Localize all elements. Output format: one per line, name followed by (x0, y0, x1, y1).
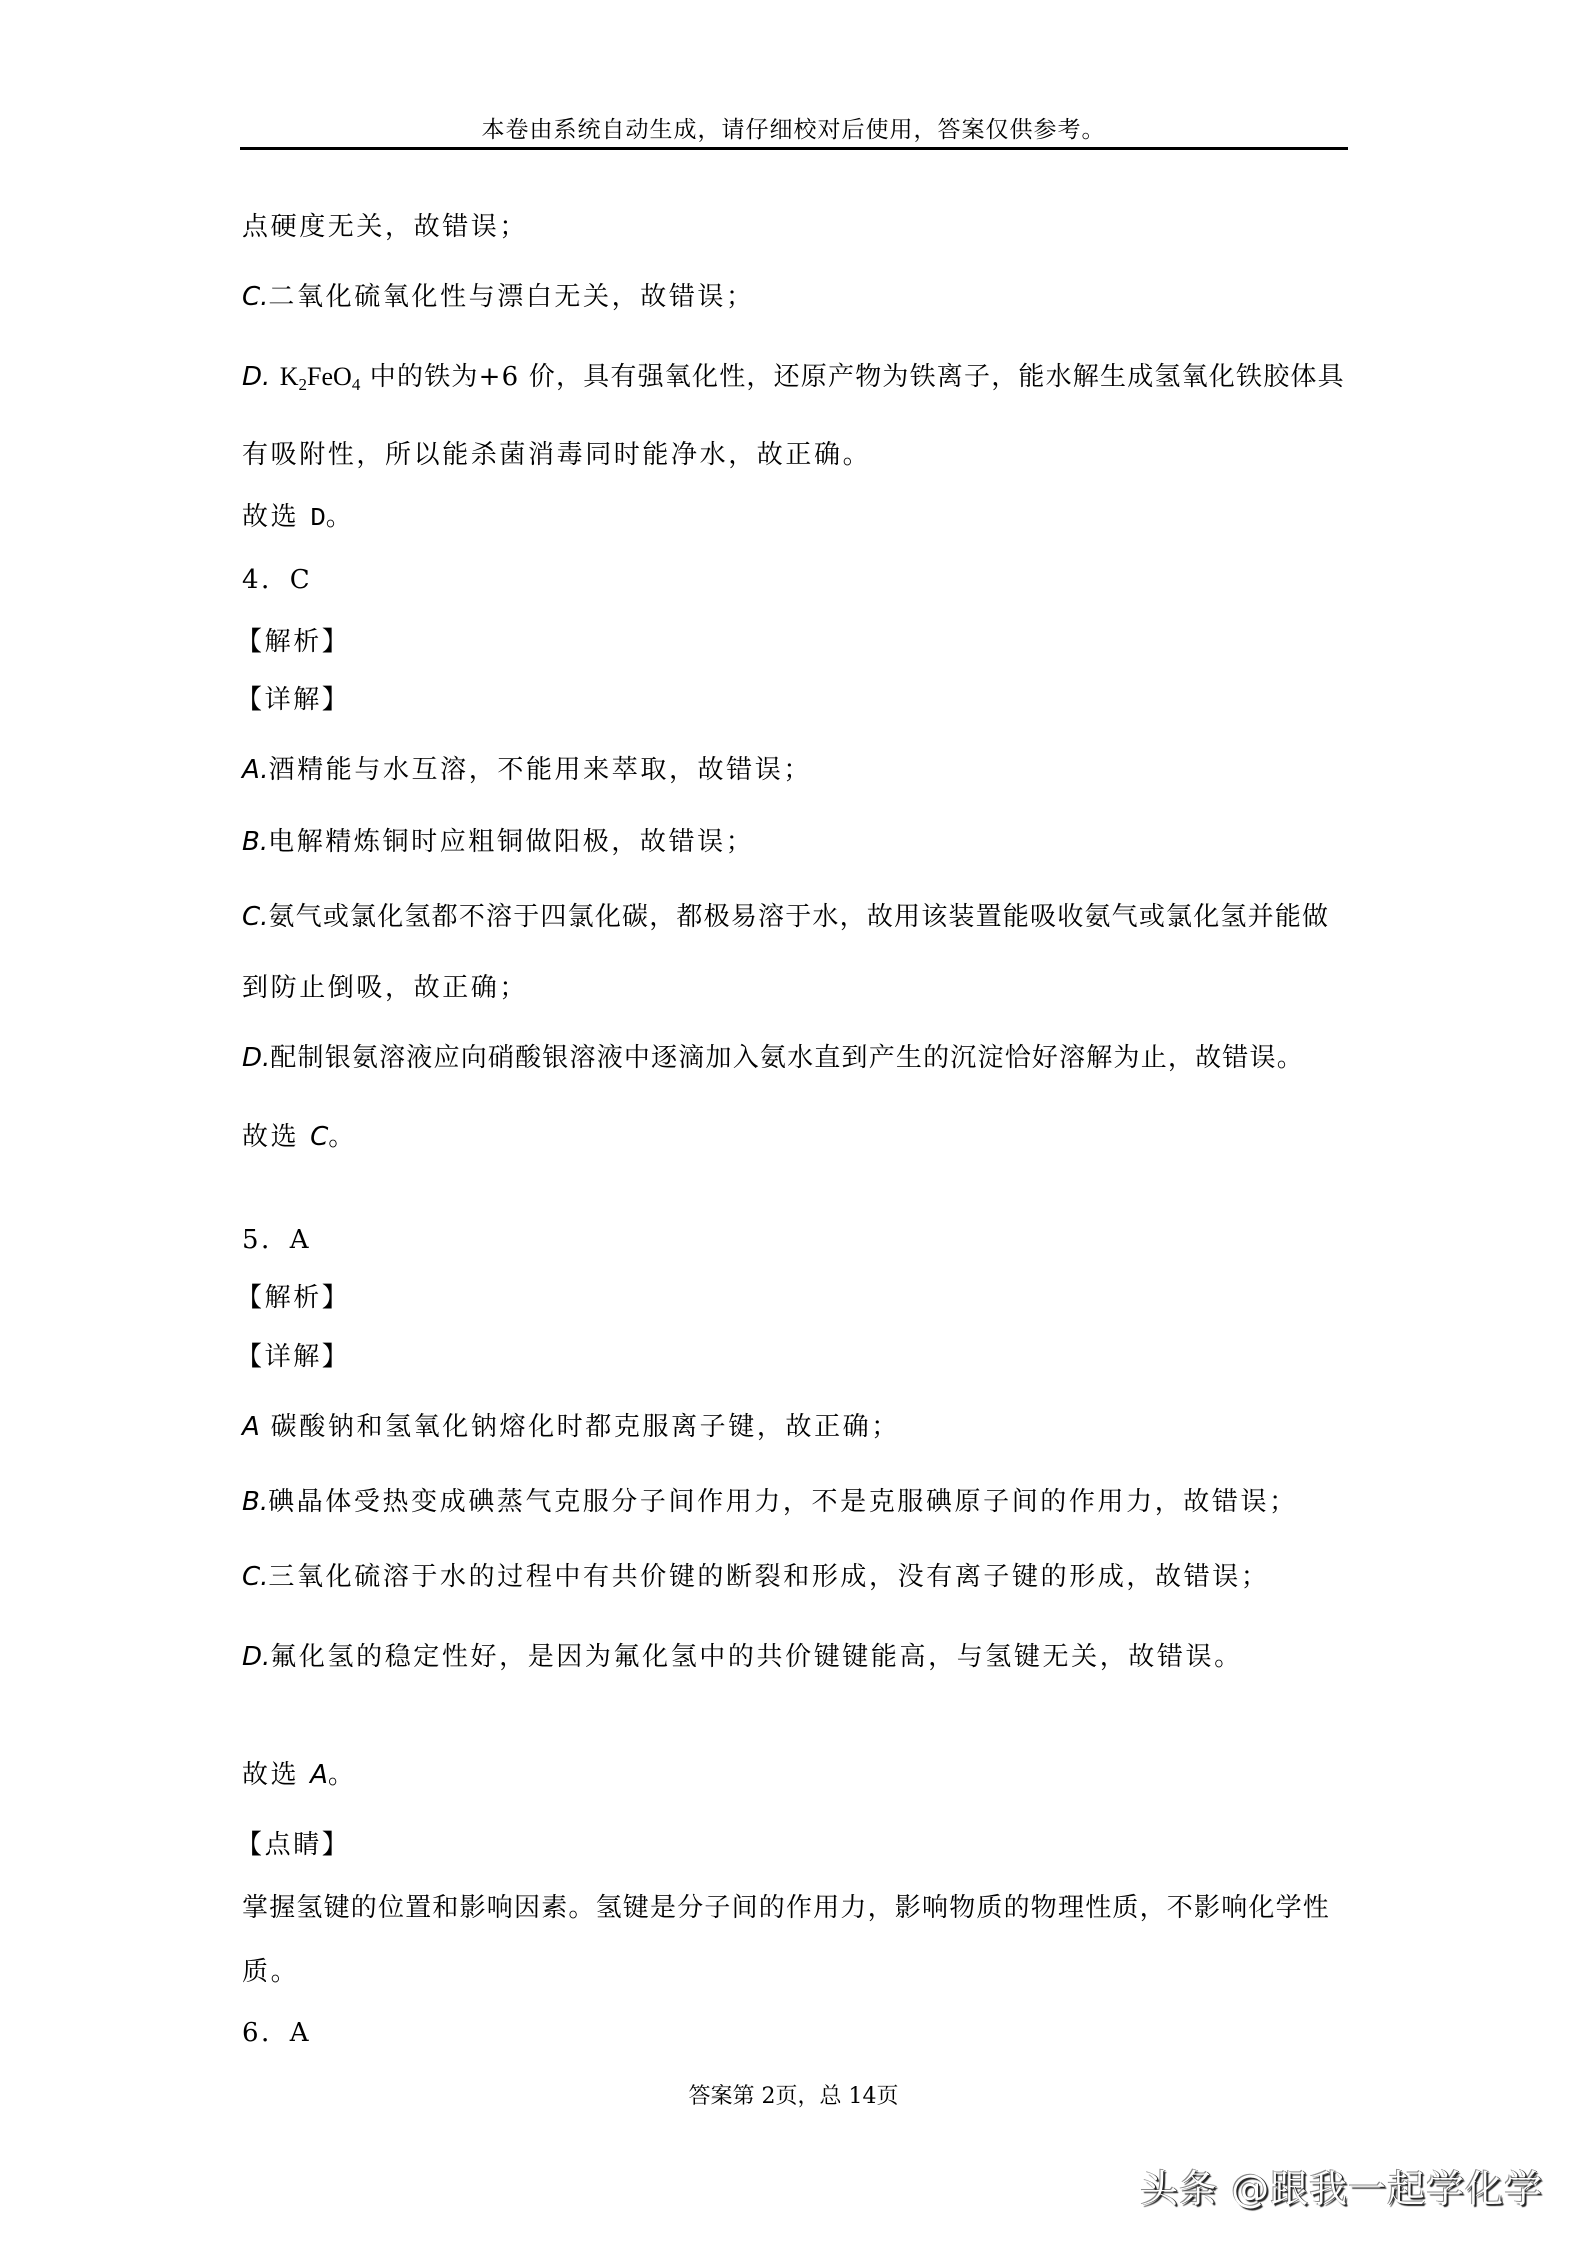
conclusion-suffix: 。 (328, 1122, 357, 1152)
conclusion-answer: C (310, 1122, 329, 1152)
option-text: 氟化氢的稳定性好，是因为氟化氢中的共价键键能高，与氢键无关，故错误。 (270, 1642, 1243, 1672)
option-label: B. (242, 1487, 269, 1517)
q5-option-b (242, 1482, 1352, 1522)
continuation-line (242, 207, 1352, 247)
q5-analysis-heading: 【解析】 (236, 1283, 351, 1313)
q4-detail-heading: 【详解】 (236, 685, 351, 715)
option-label: C. (242, 282, 269, 312)
q6-number: 6．A (242, 2018, 312, 2048)
conclusion-answer: D (310, 503, 326, 533)
option-label: D. (242, 1043, 271, 1073)
q5-tip-text: 掌握氢键的位置和影响因素。氢键是分子间的作用力，影响物质的物理性质，不影响化学性 (242, 1893, 1331, 1923)
conclusion-suffix: 。 (327, 1760, 357, 1790)
q3-conclusion (242, 497, 1352, 537)
option-text: 电解精炼铜时应粗铜做阳极，故错误； (268, 827, 755, 857)
q4-option-c-cont (242, 968, 1352, 1008)
option-text: 中的铁为+6 价，具有强氧化性，还原产物为铁离子，能水解生成氢氧化铁胶体具 (369, 362, 1345, 392)
q3-option-d-cont (242, 435, 1352, 475)
q5-detail-heading: 【详解】 (236, 1342, 351, 1372)
page-footer: 答案第 2页，总 14页 (688, 2084, 899, 2109)
option-text: 酒精能与水互溶，不能用来萃取，故错误； (268, 755, 812, 785)
option-text: 有吸附性，所以能杀菌消毒同时能净水，故正确。 (242, 440, 872, 470)
option-text: 碳酸钠和氢氧化钠熔化时都克服离子键，故正确； (270, 1412, 900, 1442)
q5-option-c (242, 1557, 1352, 1597)
option-label: C. (242, 1562, 269, 1592)
q5-number: 5．A (242, 1225, 312, 1255)
header-notice: 本卷由系统自动生成，请仔细校对后使用，答案仅供参考。 (481, 117, 1106, 143)
q5-option-d (242, 1637, 1352, 1677)
option-label: C. (242, 902, 269, 932)
conclusion-answer: A (310, 1760, 328, 1790)
option-label: A. (242, 755, 269, 785)
conclusion-prefix: 故选 (242, 1760, 311, 1790)
formula-feo: FeO (307, 362, 352, 391)
option-label: B. (242, 827, 269, 857)
q3-option-d (242, 357, 1352, 397)
continuation-text: 点硬度无关，故错误； (242, 212, 529, 242)
option-label: D. (242, 1642, 271, 1672)
q5-option-a (242, 1407, 1352, 1447)
q4-number: 4．C (242, 565, 313, 595)
q5-tip-heading: 【点睛】 (236, 1830, 351, 1860)
q4-analysis-heading: 【解析】 (236, 627, 351, 657)
q4-option-c (242, 897, 1352, 937)
q3-option-c (242, 277, 1352, 317)
conclusion-prefix: 故选 (242, 1122, 311, 1152)
q4-option-d (242, 1038, 1352, 1078)
option-text: 三氧化硫溶于水的过程中有共价键的断裂和形成，没有离子键的形成，故错误； (268, 1562, 1270, 1592)
option-text: 氨气或氯化氢都不溶于四氯化碳，都极易溶于水，故用该装置能吸收氨气或氯化氢并能做 (268, 902, 1330, 932)
option-text: 二氧化硫氧化性与漂白无关，故错误； (268, 282, 755, 312)
option-text: 到防止倒吸，故正确； (242, 973, 529, 1003)
chemical-formula (279, 362, 361, 394)
formula-subscript: 2 (298, 375, 308, 394)
formula-k: K (279, 362, 299, 391)
header-divider (240, 147, 1348, 150)
conclusion-suffix: 。 (325, 502, 355, 532)
conclusion-prefix: 故选 (242, 502, 311, 532)
option-text: 配制银氨溶液应向硝酸银溶液中逐滴加入氨水直到产生的沉淀恰好溶解为止，故错误。 (270, 1043, 1304, 1073)
formula-subscript: 4 (351, 375, 361, 394)
q4-option-b (242, 822, 1352, 862)
watermark: 头条 @跟我一起学化学 (1140, 2167, 1544, 2211)
q5-tip-text-cont: 质。 (242, 1957, 300, 1987)
q4-conclusion (242, 1117, 1352, 1157)
q5-conclusion (242, 1755, 1352, 1795)
q4-option-a (242, 750, 1352, 790)
option-label: A (242, 1412, 260, 1442)
option-label: D. (242, 362, 271, 392)
option-text: 碘晶体受热变成碘蒸气克服分子间作用力，不是克服碘原子间的作用力，故错误； (268, 1487, 1298, 1517)
